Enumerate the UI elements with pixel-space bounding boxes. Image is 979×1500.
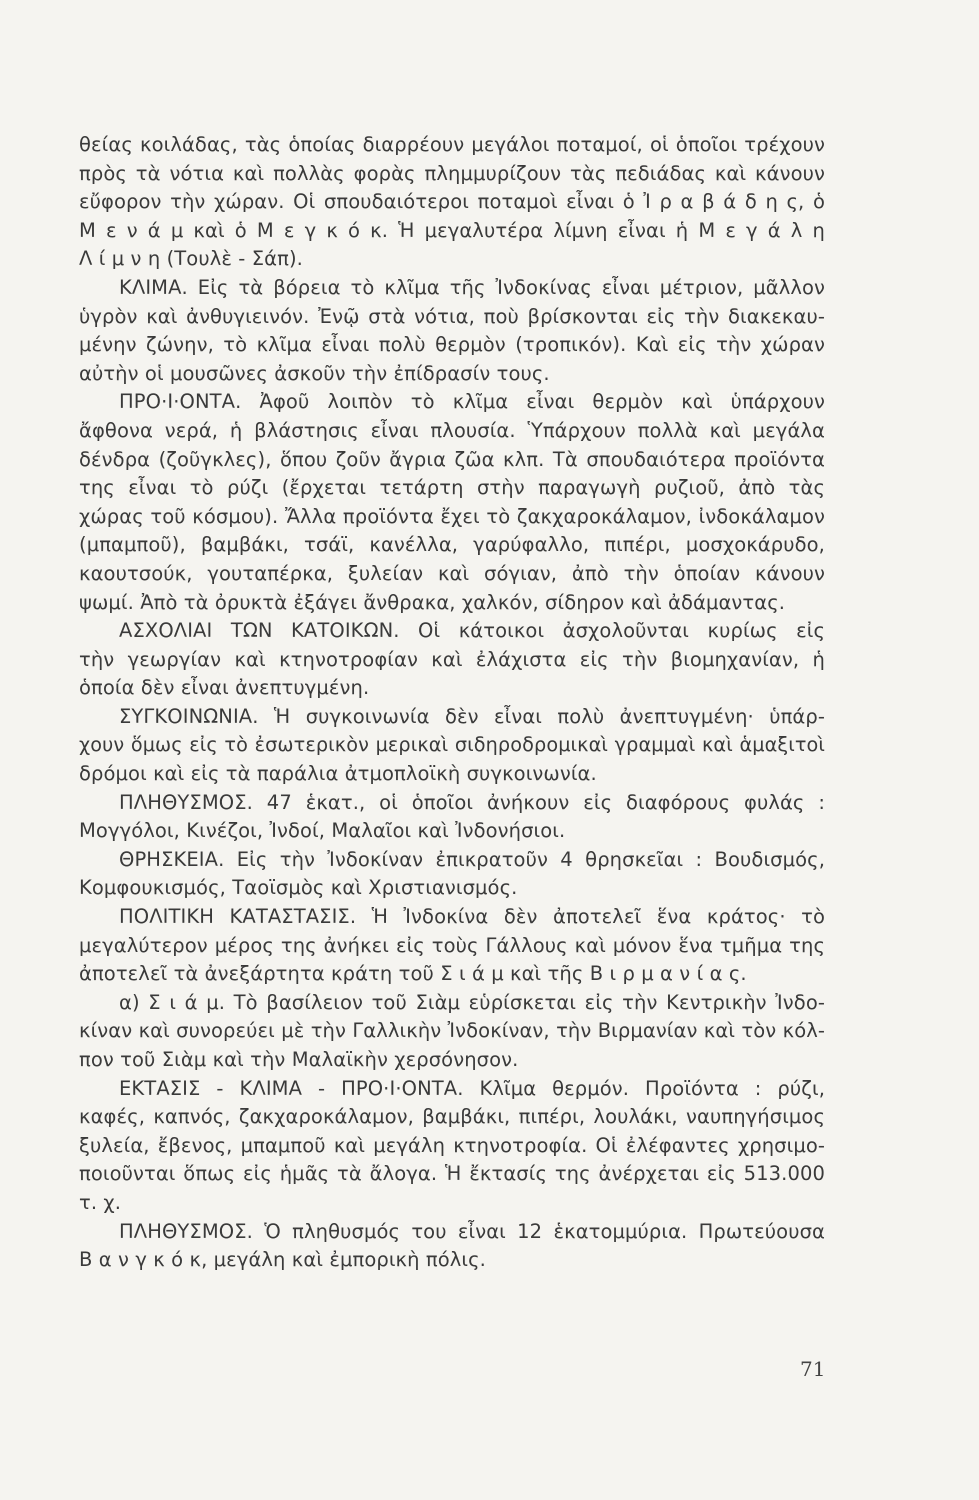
section-klima: ΚΛΙΜΑ. Εἰς τὰ βόρεια τὸ κλῖμα τῆς Ἰνδοκίνας εἶναι μέτριον, μᾶλλον: [119, 275, 825, 299]
text-line: δένδρα (ζοῦγκλες), ὅπου ζοῦν ἄγρια ζῶα κλπ. Τὰ σπουδαιότερα προϊόντα: [79, 447, 825, 471]
text-line: πον τοῦ Σιὰμ καὶ τὴν Μαλαϊκὴν χερσόνησον.: [79, 1048, 519, 1071]
text-line: εὔφορον τὴν χώραν. Οἱ σπουδαιότεροι ποταμοὶ εἶναι ὁ Ἰ ρ α β ά δ η ς, ὁ: [79, 190, 825, 214]
text-line: μένην ζώνην, τὸ κλῖμα εἶναι πολὺ θερμὸν (τροπικόν). Καὶ εἰς τὴν χώραν: [79, 333, 825, 357]
text-line: χώρας τοῦ κόσμου). Ἄλλα προϊόντα ἔχει τὸ ζακχαροκάλαμον, ἰνδοκάλαμον: [79, 504, 825, 528]
text-line: μεγαλύτερον μέρος της ἀνήκει εἰς τοὺς Γάλλους καὶ μόνον ἕνα τμῆμα της: [79, 933, 825, 957]
text-line: ὁποία δὲν εἶναι ἀνεπτυγμένη.: [79, 676, 370, 700]
section-politiki-katastasis: ΠΟΛΙΤΙΚΗ ΚΑΤΑΣΤΑΣΙΣ. Ἡ Ἰνδοκίνα δὲν ἀποτελεῖ ἕνα κράτος· τὸ: [119, 905, 825, 929]
section-proionta: ΠΡΟ·Ι·ΟΝΤΑ. Ἀφοῦ λοιπὸν τὸ κλῖμα εἶναι θερμὸν καὶ ὑπάρχουν: [119, 390, 825, 414]
section-plithysmos-siam: ΠΛΗΘΥΣΜΟΣ. Ὁ πληθυσμός του εἶναι 12 ἑκατομμύρια. Πρωτεύουσα: [119, 1219, 825, 1243]
text-line: χουν ὅμως εἰς τὸ ἐσωτερικὸν μερικαὶ σιδηροδρομικαὶ γραμμαὶ καὶ ἁμαξιτοὶ: [79, 733, 825, 757]
section-plithysmos: ΠΛΗΘΥΣΜΟΣ. 47 ἑκατ., οἱ ὁποῖοι ἀνήκουν εἰς διαφόρους φυλάς :: [119, 790, 825, 814]
text-line: ὑγρὸν καὶ ἀνθυγιεινόν. Ἐνῷ στὰ νότια, ποὺ βρίσκονται εἰς τὴν διακεκαυ-: [79, 304, 825, 328]
text-line: ψωμί. Ἀπὸ τὰ ὀρυκτὰ ἐξάγει ἄνθρακα, χαλκόν, σίδηρον καὶ ἀδάμαντας.: [79, 590, 786, 614]
body-text: [79, 131, 825, 1275]
text-line: Κομφουκισμός, Ταοϊσμὸς καὶ Χριστιανισμός.: [79, 876, 518, 900]
section-siam: α) Σ ι ά μ. Τὸ βασίλειον τοῦ Σιὰμ εὑρίσκεται εἰς τὴν Κεντρικὴν Ἰνδο-: [119, 990, 825, 1014]
text-line: Μογγόλοι, Κινέζοι, Ἰνδοί, Μαλαῖοι καὶ Ἰνδονήσιοι.: [79, 819, 566, 843]
section-sygkoinonia: ΣΥΓΚΟΙΝΩΝΙΑ. Ἡ συγκοινωνία δὲν εἶναι πολὺ ἀνεπτυγμένη· ὑπάρ-: [119, 704, 825, 728]
page-number: 71: [800, 1357, 826, 1381]
section-thriskeia: ΘΡΗΣΚΕΙΑ. Εἰς τὴν Ἰνδοκίναν ἐπικρατοῦν 4 θρησκεῖαι : Βουδισμός,: [119, 847, 825, 871]
text-line: καφές, καπνός, ζακχαροκάλαμον, βαμβάκι, πιπέρι, λουλάκι, ναυπηγήσιμος: [79, 1105, 825, 1129]
text-line: ἀποτελεῖ τὰ ἀνεξάρτητα κράτη τοῦ Σ ι ά μ καὶ τῆς Β ι ρ μ α ν ί α ς.: [79, 962, 747, 986]
text-line: πρὸς τὰ νότια καὶ πολλὰς φορὰς πλημμυρίζουν τὰς πεδιάδας καὶ κάνουν: [79, 161, 825, 185]
text-line: Μ ε ν ά μ καὶ ὁ Μ ε γ κ ό κ. Ἡ μεγαλυτέρα λίμνη εἶναι ἡ Μ ε γ ά λ η: [79, 218, 825, 242]
text-line: ποιοῦνται ὅπως εἰς ἡμᾶς τὰ ἄλογα. Ἡ ἔκτασίς της ἀνέρχεται εἰς 513.000: [79, 1162, 825, 1186]
text-line: κίναν καὶ συνορεύει μὲ τὴν Γαλλικὴν Ἰνδοκίναν, τὴν Βιρμανίαν καὶ τὸν κόλ-: [79, 1019, 825, 1043]
text-line: ἄφθονα νερά, ἡ βλάστησις εἶναι πλουσία. Ὑπάρχουν πολλὰ καὶ μεγάλα: [79, 418, 825, 442]
text-line: τὴν γεωργίαν καὶ κτηνοτροφίαν καὶ ἐλάχιστα εἰς τὴν βιομηχανίαν, ἡ: [79, 647, 825, 671]
section-ektasis-klima-proionta: ΕΚΤΑΣΙΣ - ΚΛΙΜΑ - ΠΡΟ·Ι·ΟΝΤΑ. Κλῖμα θερμόν. Προϊόντα : ρύζι,: [119, 1076, 825, 1100]
text-line: (μπαμποῦ), βαμβάκι, τσάϊ, κανέλλα, γαρύφαλλο, πιπέρι, μοσχοκάρυδο,: [79, 533, 825, 557]
text-line: δρόμοι καὶ εἰς τὰ παράλια ἀτμοπλοϊκὴ συγκοινωνία.: [79, 762, 597, 786]
text-line: Β α ν γ κ ό κ, μεγάλη καὶ ἐμπορικὴ πόλις.: [79, 1248, 486, 1272]
text-line: αὐτὴν οἱ μουσῶνες ἀσκοῦν τὴν ἐπίδρασίν τους.: [79, 361, 550, 385]
section-ascholiai: ΑΣΧΟΛΙΑΙ ΤΩΝ ΚΑΤΟΙΚΩΝ. Οἱ κάτοικοι ἀσχολοῦνται κυρίως εἰς: [119, 619, 825, 643]
text-line: της εἶναι τὸ ρύζι (ἔρχεται τετάρτη στὴν παραγωγὴ ρυζιοῦ, ἀπὸ τὰς: [79, 476, 825, 500]
text-line: καουτσούκ, γουταπέρκα, ξυλείαν καὶ σόγιαν, ἀπὸ τὴν ὁποίαν κάνουν: [79, 561, 825, 585]
text-line: τ. χ.: [79, 1190, 122, 1214]
text-line: ξυλεία, ἔβενος, μπαμποῦ καὶ μεγάλη κτηνοτροφία. Οἱ ἐλέφαντες χρησιμο-: [79, 1133, 825, 1157]
text-line: Λ ί μ ν η (Τουλὲ - Σάπ).: [79, 247, 303, 271]
text-line: θείας κοιλάδας, τὰς ὁποίας διαρρέουν μεγάλοι ποταμοί, οἱ ὁποῖοι τρέχουν: [79, 133, 825, 156]
